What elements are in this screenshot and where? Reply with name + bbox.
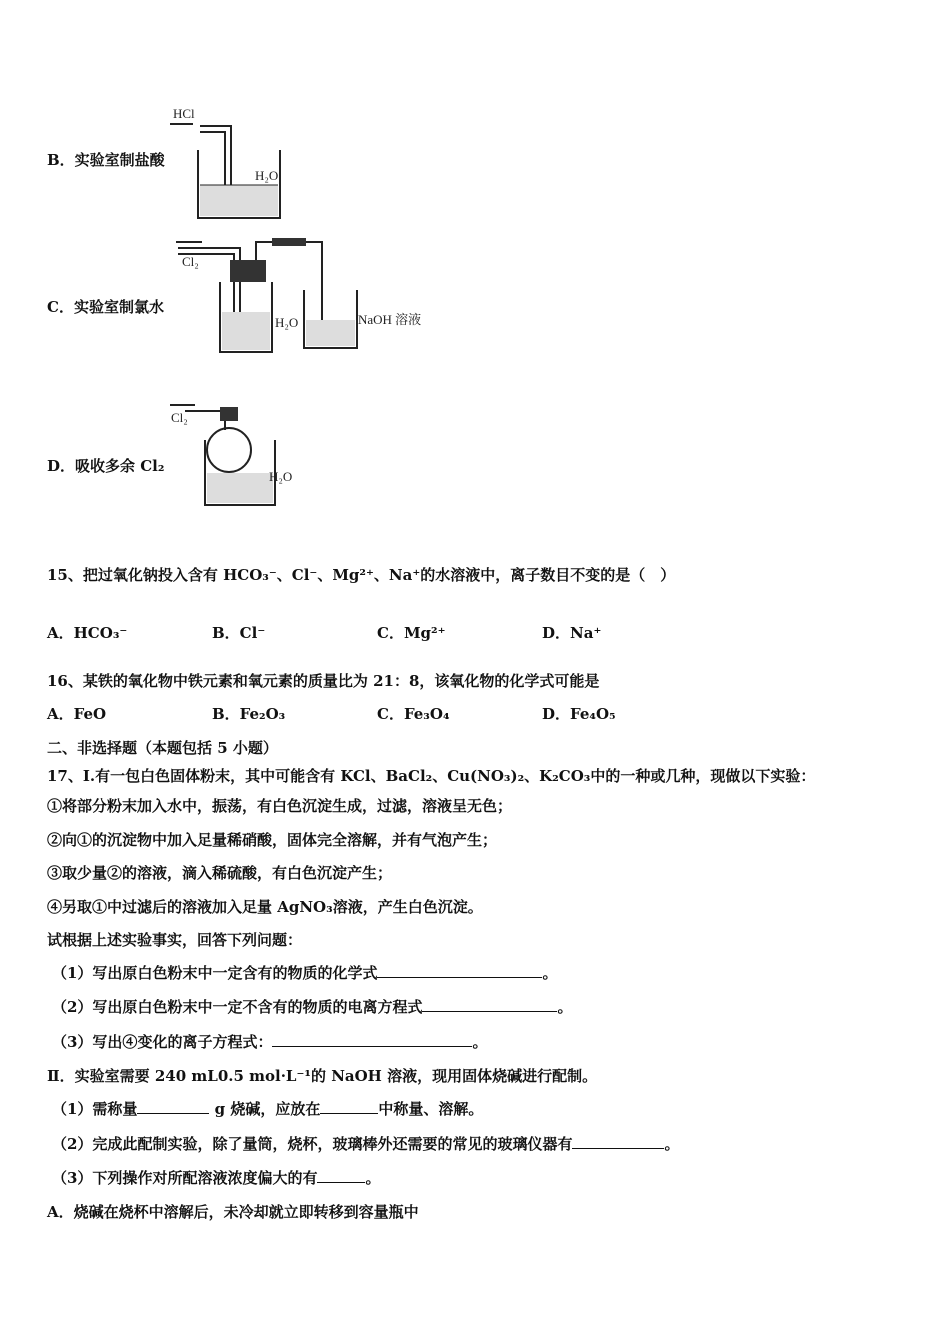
q15-option-c: C．Mg²⁺ — [377, 624, 446, 642]
chlorine-water-apparatus-diagram — [172, 232, 442, 360]
q17-part1-3: （3）写出④变化的离子方程式： 。 — [52, 1033, 488, 1051]
answer-blank[interactable] — [320, 1099, 378, 1114]
q15-option-a: A．HCO₃⁻ — [47, 624, 128, 642]
absorb-chlorine-apparatus-diagram — [165, 395, 305, 525]
answer-blank[interactable] — [272, 1032, 472, 1047]
q16-option-b: B．Fe₂O₃ — [212, 705, 286, 723]
answer-blank[interactable] — [317, 1168, 365, 1183]
q17-part1-2: （2）写出原白色粉末中一定不含有的物质的电离方程式 。 — [52, 998, 573, 1016]
q17-part2-1: （1）需称量 g 烧碱，应放在 中称量、溶解。 — [52, 1100, 484, 1118]
naoh-label: NaOH 溶液 — [358, 312, 422, 327]
cl2-label: Cl₂ — [182, 254, 199, 269]
q17-choice-a: A．烧碱在烧杯中溶解后，未冷却就立即转移到容量瓶中 — [47, 1203, 419, 1221]
q17-part2-3: （3）下列操作对所配溶液浓度偏大的有 。 — [52, 1169, 381, 1187]
answer-blank[interactable] — [377, 963, 542, 978]
cl2-label: Cl₂ — [171, 410, 188, 425]
q16-option-c: C．Fe₃O₄ — [377, 705, 450, 723]
q17-step-4: ④另取①中过滤后的溶液加入足量 AgNO₃溶液，产生白色沉淀。 — [47, 898, 483, 916]
q16-option-a: A．FeO — [47, 705, 107, 723]
q17-part2-2: （2）完成此配制实验，除了量筒，烧杯，玻璃棒外还需要的常见的玻璃仪器有 。 — [52, 1135, 680, 1153]
section-heading: 二、非选择题（本题包括 5 小题） — [47, 739, 278, 757]
water-label: H₂O — [255, 168, 279, 183]
q15-option-b: B．Cl⁻ — [212, 624, 266, 642]
water-label: H₂O — [275, 315, 299, 330]
option-d-label: D．吸收多余 Cl₂ — [47, 457, 165, 475]
q17-step-1: ①将部分粉末加入水中，振荡，有白色沉淀生成，过滤，溶液呈无色； — [47, 797, 513, 815]
option-b-label: B．实验室制盐酸 — [47, 151, 165, 169]
answer-blank[interactable] — [137, 1099, 209, 1114]
answer-blank[interactable] — [572, 1134, 664, 1149]
q17-part1-1: （1）写出原白色粉末中一定含有的物质的化学式 。 — [52, 964, 558, 982]
question-16-stem: 16、某铁的氧化物中铁元素和氧元素的质量比为 21：8，该氧化物的化学式可能是 — [47, 672, 600, 690]
q15-option-d: D．Na⁺ — [542, 624, 602, 642]
question-17-intro: 17、Ⅰ.有一包白色固体粉末，其中可能含有 KCl、BaCl₂、Cu(NO₃)₂、K₂CO₃中的一种或几种，现做以下实验： — [47, 767, 816, 785]
hcl-label: HCl — [173, 106, 195, 121]
q17-prompt: 试根据上述实验事实，回答下列问题： — [47, 931, 303, 949]
water-label: H₂O — [269, 469, 293, 484]
q17-step-3: ③取少量②的溶液，滴入稀硫酸，有白色沉淀产生； — [47, 864, 393, 882]
q17-part2-intro: Ⅱ．实验室需要 240 mL0.5 mol·L⁻¹的 NaOH 溶液，现用固体烧碱进行配制。 — [47, 1067, 598, 1085]
q16-option-d: D．Fe₄O₅ — [542, 705, 616, 723]
q17-step-2: ②向①的沉淀物中加入足量稀硝酸，固体完全溶解，并有气泡产生； — [47, 831, 498, 849]
answer-blank[interactable] — [422, 997, 557, 1012]
question-15-stem: 15、把过氧化钠投入含有 HCO₃⁻、Cl⁻、Mg²⁺、Na⁺的水溶液中，离子数目不变的是（ ） — [47, 566, 676, 584]
hcl-apparatus-diagram — [165, 100, 295, 225]
option-c-label: C．实验室制氯水 — [47, 298, 164, 316]
